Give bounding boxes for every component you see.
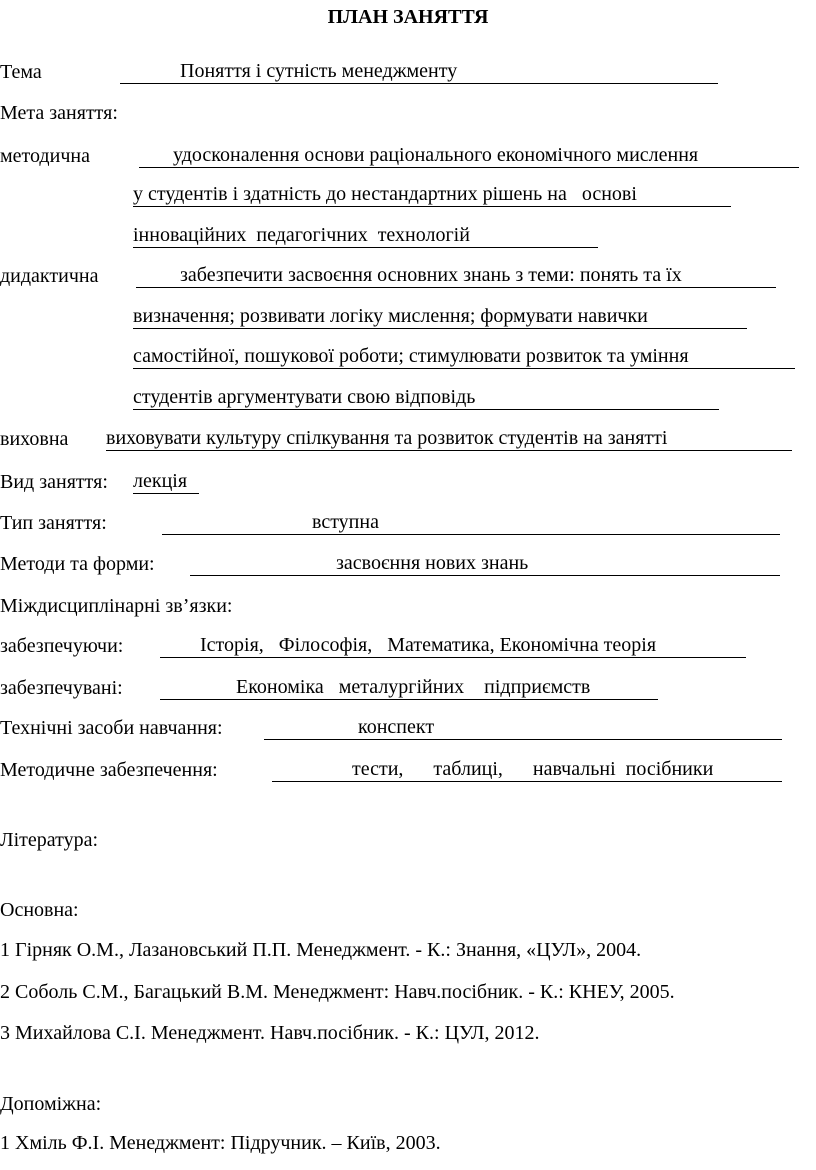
educational-label: виховна	[0, 428, 69, 450]
aux-ref-1: 1 Хміль Ф.І. Менеджмент: Підручник. – Київ, 2003.	[0, 1132, 441, 1154]
methodical-support-label: Методичне забезпечення:	[0, 759, 218, 781]
aux-literature-label: Допоміжна:	[0, 1093, 102, 1115]
methods-value: засвоєння нових знань	[190, 552, 780, 576]
main-ref-1: 1 Гірняк О.М., Лазановський П.П. Менеджмент. - К.: Знання, «ЦУЛ», 2004.	[0, 939, 642, 961]
lesson-type-value: вступна	[162, 511, 780, 535]
technical-value: конспект	[264, 716, 782, 740]
main-ref-2: 2 Соболь С.М., Багацький В.М. Менеджмент: Навч.посібник. - К.: КНЕУ, 2005.	[0, 981, 675, 1003]
lesson-type-label: Тип заняття:	[0, 512, 107, 534]
goal-label: Мета заняття:	[0, 102, 118, 124]
methodical-support-value: тести, таблиці, навчальні посібники	[272, 758, 782, 782]
page-title: ПЛАН ЗАНЯТТЯ	[327, 6, 489, 28]
methodical-line-2: у студентів і здатність до нестандартних рішень на основі	[133, 183, 731, 207]
topic-value: Поняття і сутність менеджменту	[120, 60, 718, 84]
methods-label: Методи та форми:	[0, 553, 155, 575]
interdisciplinary-label: Міждисциплінарні зв’язки:	[0, 595, 233, 617]
methodical-line-3: інноваційних педагогічних технологій	[133, 224, 598, 248]
didactic-line-2: визначення; розвивати логіку мислення; формувати навички	[133, 305, 747, 329]
lesson-kind-label: Вид заняття:	[0, 471, 108, 493]
educational-value: виховувати культуру спілкування та розвиток студентів на занятті	[106, 427, 792, 451]
main-literature-label: Основна:	[0, 899, 79, 921]
provided-label: забезпечувані:	[0, 677, 123, 699]
technical-label: Технічні засоби навчання:	[0, 717, 223, 739]
main-ref-3: 3 Михайлова С.І. Менеджмент. Навч.посібник. - К.: ЦУЛ, 2012.	[0, 1022, 540, 1044]
didactic-line-4: студентів аргументувати свою відповідь	[133, 386, 719, 410]
literature-label: Література:	[0, 829, 99, 851]
methodical-line-1: удосконалення основи раціонального економічного мислення	[139, 144, 799, 168]
providing-value: Історія, Філософія, Математика, Економічна теорія	[160, 634, 746, 658]
methodical-label: методична	[0, 145, 90, 167]
lesson-kind-value: лекція	[133, 470, 199, 494]
didactic-line-1: забезпечити засвоєння основних знань з теми: понять та їх	[136, 264, 776, 288]
didactic-label: дидактична	[0, 265, 99, 287]
topic-label: Тема	[0, 61, 42, 83]
didactic-line-3: самостійної, пошукової роботи; стимулювати розвиток та уміння	[133, 345, 795, 369]
providing-label: забезпечуючи:	[0, 635, 124, 657]
provided-value: Економіка металургійних підприємств	[160, 676, 658, 700]
